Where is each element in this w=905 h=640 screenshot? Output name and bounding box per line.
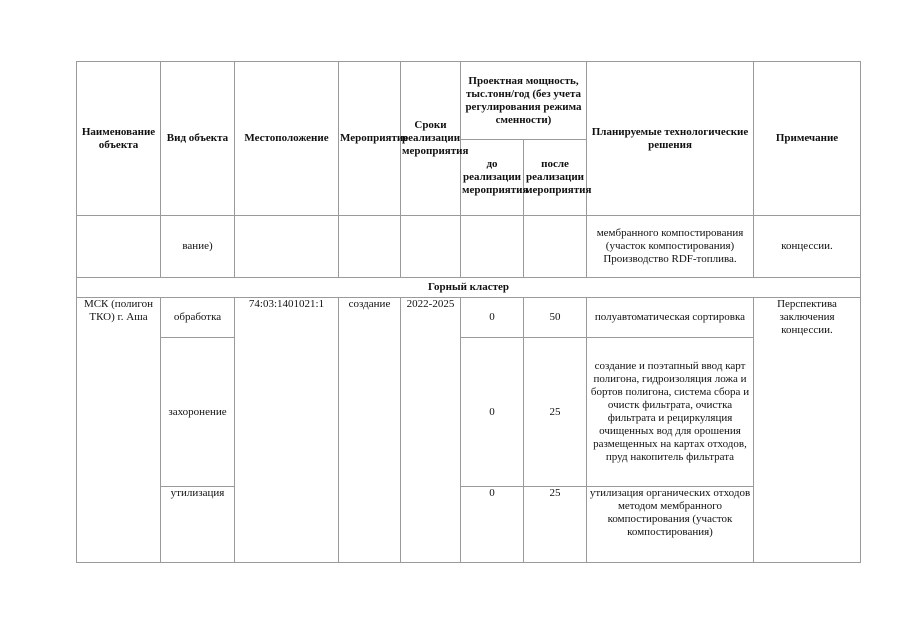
cell-type: захоронение: [161, 338, 235, 487]
header-measure: Мероприятие: [339, 62, 401, 216]
cell-tech: создание и поэтапный ввод карт полигона, гидроизоляция ложа и бортов полигона, система сбора и очистк фильтрата, очистка фильтрата и рециркуляция очищенных вод для орошения размещенных на картах отходов, пруд накопитель фильтрата: [587, 338, 754, 487]
waste-facilities-table: [76, 61, 861, 563]
table-row: [77, 338, 861, 487]
cluster-title: Горный кластер: [77, 278, 861, 298]
cluster-row: [77, 278, 861, 298]
object-measure: создание: [339, 298, 401, 563]
cell-before: 0: [461, 338, 524, 487]
cell-tech: утилизация органических отходов методом мембранного компостирования (участок компостирования): [587, 487, 754, 563]
table-row: [77, 298, 861, 338]
header-note: Примечание: [754, 62, 861, 216]
table-row: [77, 487, 861, 563]
header-before: до реализации мероприятия: [461, 140, 524, 216]
header-terms: Сроки реализации мероприятия: [401, 62, 461, 216]
header-location: Местоположение: [235, 62, 339, 216]
header-tech: Планируемые технологические решения: [587, 62, 754, 216]
object-terms: 2022-2025: [401, 298, 461, 563]
cell-tech: полуавтоматическая сортировка: [587, 298, 754, 338]
header-capacity: Проектная мощность, тыс.тонн/год (без учета регулирования режима сменности): [461, 62, 587, 140]
cell-before: 0: [461, 487, 524, 563]
object-name: МСК (полигон ТКО) г. Аша: [77, 298, 161, 563]
object-note: Перспектива заключения концессии.: [754, 298, 861, 563]
header-after: после реализации мероприятия: [524, 140, 587, 216]
cell-after: 25: [524, 338, 587, 487]
object-location: 74:03:1401021:1: [235, 298, 339, 563]
cell-note: концессии.: [754, 216, 861, 278]
cell-before: 0: [461, 298, 524, 338]
cell-after: 25: [524, 487, 587, 563]
cell-tech: мембранного компостирования (участок компостирования) Производство RDF-топлива.: [587, 216, 754, 278]
table-row: [77, 216, 861, 278]
cell-after: 50: [524, 298, 587, 338]
cell-type: обработка: [161, 298, 235, 338]
header-type: Вид объекта: [161, 62, 235, 216]
header-name: Наименование объекта: [77, 62, 161, 216]
cell-type: утилизация: [161, 487, 235, 563]
cell-type: вание): [161, 216, 235, 278]
